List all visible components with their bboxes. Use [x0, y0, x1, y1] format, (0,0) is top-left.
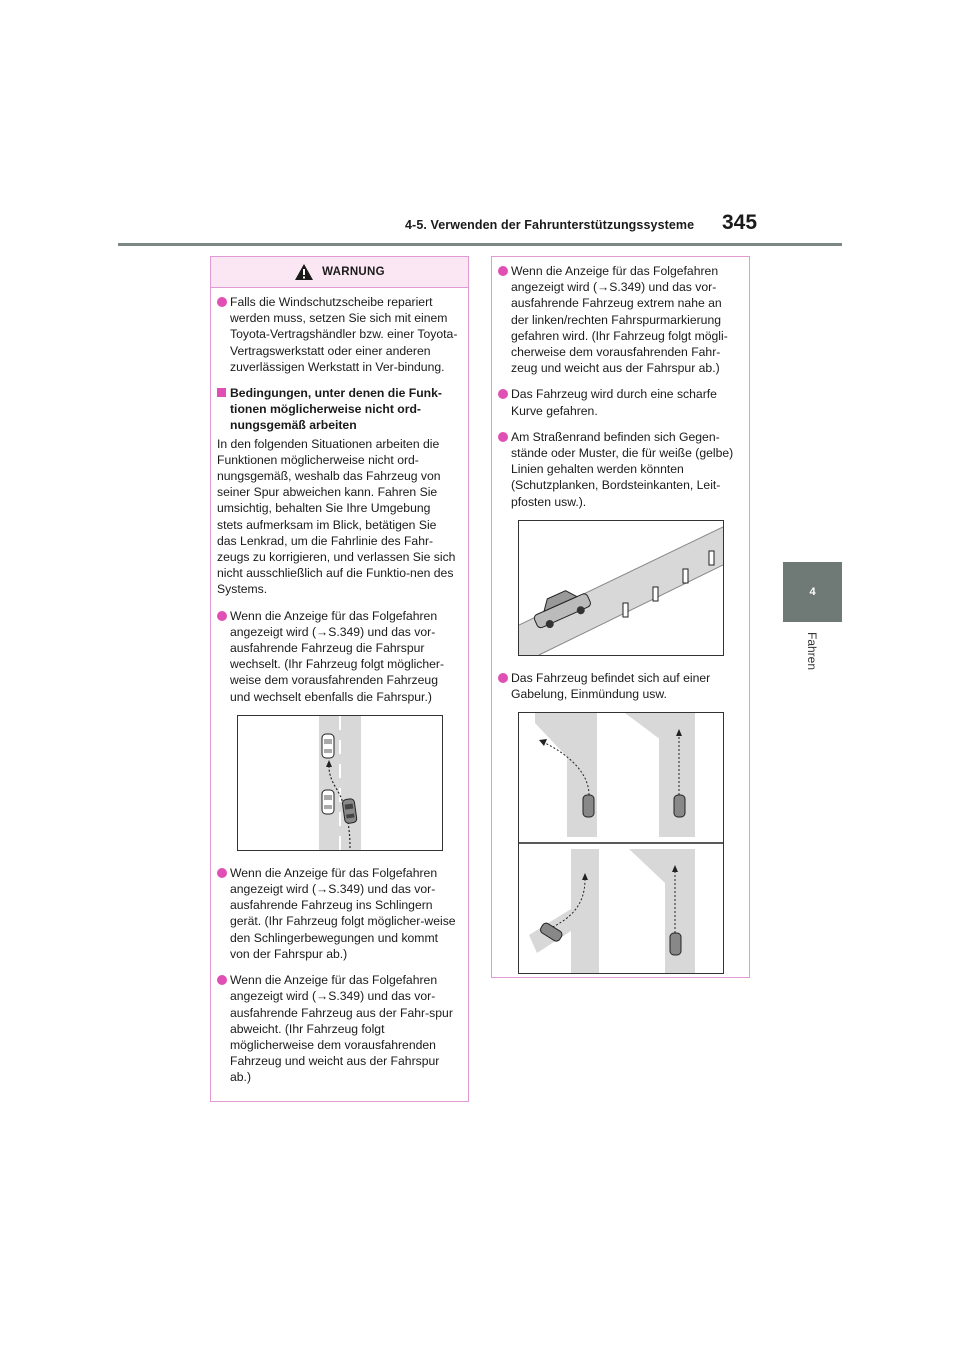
- figure-forks-junctions: [518, 712, 724, 974]
- chapter-label: Fahren: [805, 632, 819, 671]
- list-item: [498, 429, 740, 510]
- list-item: [498, 386, 740, 418]
- page-number: 345: [722, 211, 758, 234]
- warning-box-left: [210, 256, 469, 1102]
- bullet-text: Das Fahrzeug befindet sich auf einer Gabelung, Einmündung usw.: [511, 670, 711, 702]
- figure-roadside-objects: [518, 520, 724, 656]
- list-item: [217, 865, 459, 962]
- section-title: 4-5. Verwenden der Fahrunterstützungssysteme: [405, 218, 695, 232]
- bullet-dot-icon: [498, 266, 508, 276]
- bullet-dot-icon: [217, 611, 227, 621]
- figure-lane-change: [237, 715, 443, 851]
- bullet-text: Wenn die Anzeige für das Folgefahren angezeigt wird (→S.349) und das vor-ausfahrende Fahrzeug aus der Fahr-spur abweicht. (Ihr Fahrzeug folgt möglicherweise dem vorausfahrenden Fahrzeug und weicht aus der Fahrspur ab.): [230, 973, 453, 1085]
- subheading: [217, 385, 459, 434]
- bullet-dot-icon: [217, 297, 227, 307]
- bullet-dot-icon: [217, 975, 227, 985]
- warning-box-right: [491, 256, 750, 978]
- chapter-number: 4: [809, 586, 816, 598]
- chapter-tab[interactable]: [783, 562, 842, 622]
- roadside-objects-illustration: [519, 521, 723, 655]
- header-rule: [118, 243, 842, 246]
- bullet-square-icon: [217, 388, 226, 397]
- bullet-dot-icon: [498, 432, 508, 442]
- warning-triangle-icon: [294, 263, 314, 281]
- paragraph: In den folgenden Situationen arbeiten die Funktionen möglicherweise nicht ord-nungsgemäß, weshalb das Fahrzeug von seiner Spur abweichen kann. Fahren Sie umsichtig, behalten Sie Ihre Umgebung stets aufmerksam im Blick, betätigen Sie das Lenkrad, um die Fahrlinie des Fahr-zeugs zu korrigieren, und verlassen Sie sich nicht ausschließlich auf die Funktio-nen des Systems.: [217, 436, 456, 597]
- forks-illustration: [519, 713, 723, 973]
- lane-change-illustration: [238, 716, 442, 850]
- subheading-text: Bedingungen, unter denen die Funk-tionen möglicherweise nicht ord-nungsgemäß arbeiten: [230, 386, 442, 433]
- list-item: [217, 972, 459, 1085]
- bullet-text: Wenn die Anzeige für das Folgefahren angezeigt wird (→S.349) und das vor-ausfahrende Fahrzeug extrem nahe an der linken/rechten Fahrspurmarkierung gefahren wird. (Ihr Fahrzeug folgt mögli-cherweise dem vorausfahrenden Fahr-zeug und weicht aus der Fahrspur ab.): [511, 264, 728, 376]
- bullet-text: Falls die Windschutzscheibe repariert werden muss, setzen Sie sich mit einem Toyota-Vertragshändler bzw. einer Toyota-Vertragswerkstatt oder einer anderen zuverlässigen Werkstatt in Ver-bindung.: [230, 295, 458, 374]
- warning-title: WARNUNG: [322, 266, 385, 278]
- list-item: [498, 670, 740, 702]
- bullet-text: Wenn die Anzeige für das Folgefahren angezeigt wird (→S.349) und das vor-ausfahrende Fahrzeug ins Schlingern gerät. (Ihr Fahrzeug folgt möglicher-weise den Schlingerbewegungen und kommt von der Fahrspur ab.): [230, 865, 456, 961]
- list-item: [217, 608, 459, 705]
- bullet-text: Wenn die Anzeige für das Folgefahren angezeigt wird (→S.349) und das vor-ausfahrende Fahrzeug die Fahrspur wechselt. (Ihr Fahrzeug folgt möglicher-weise dem vorausfahrenden Fahrzeug und wechselt ebenfalls die Fahrspur.): [230, 608, 445, 704]
- warning-header: [211, 257, 468, 288]
- list-item: [498, 263, 740, 376]
- bullet-dot-icon: [217, 868, 227, 878]
- bullet-text: Das Fahrzeug wird durch eine scharfe Kurve gefahren.: [511, 387, 717, 418]
- bullet-dot-icon: [498, 389, 508, 399]
- bullet-dot-icon: [498, 673, 508, 683]
- list-item: [217, 294, 459, 375]
- bullet-text: Am Straßenrand befinden sich Gegen-stände oder Muster, die für weiße (gelbe) Linien gehalten werden könnten (Schutzplanken, Bordsteinkanten, Leit-pfosten usw.).: [511, 429, 734, 509]
